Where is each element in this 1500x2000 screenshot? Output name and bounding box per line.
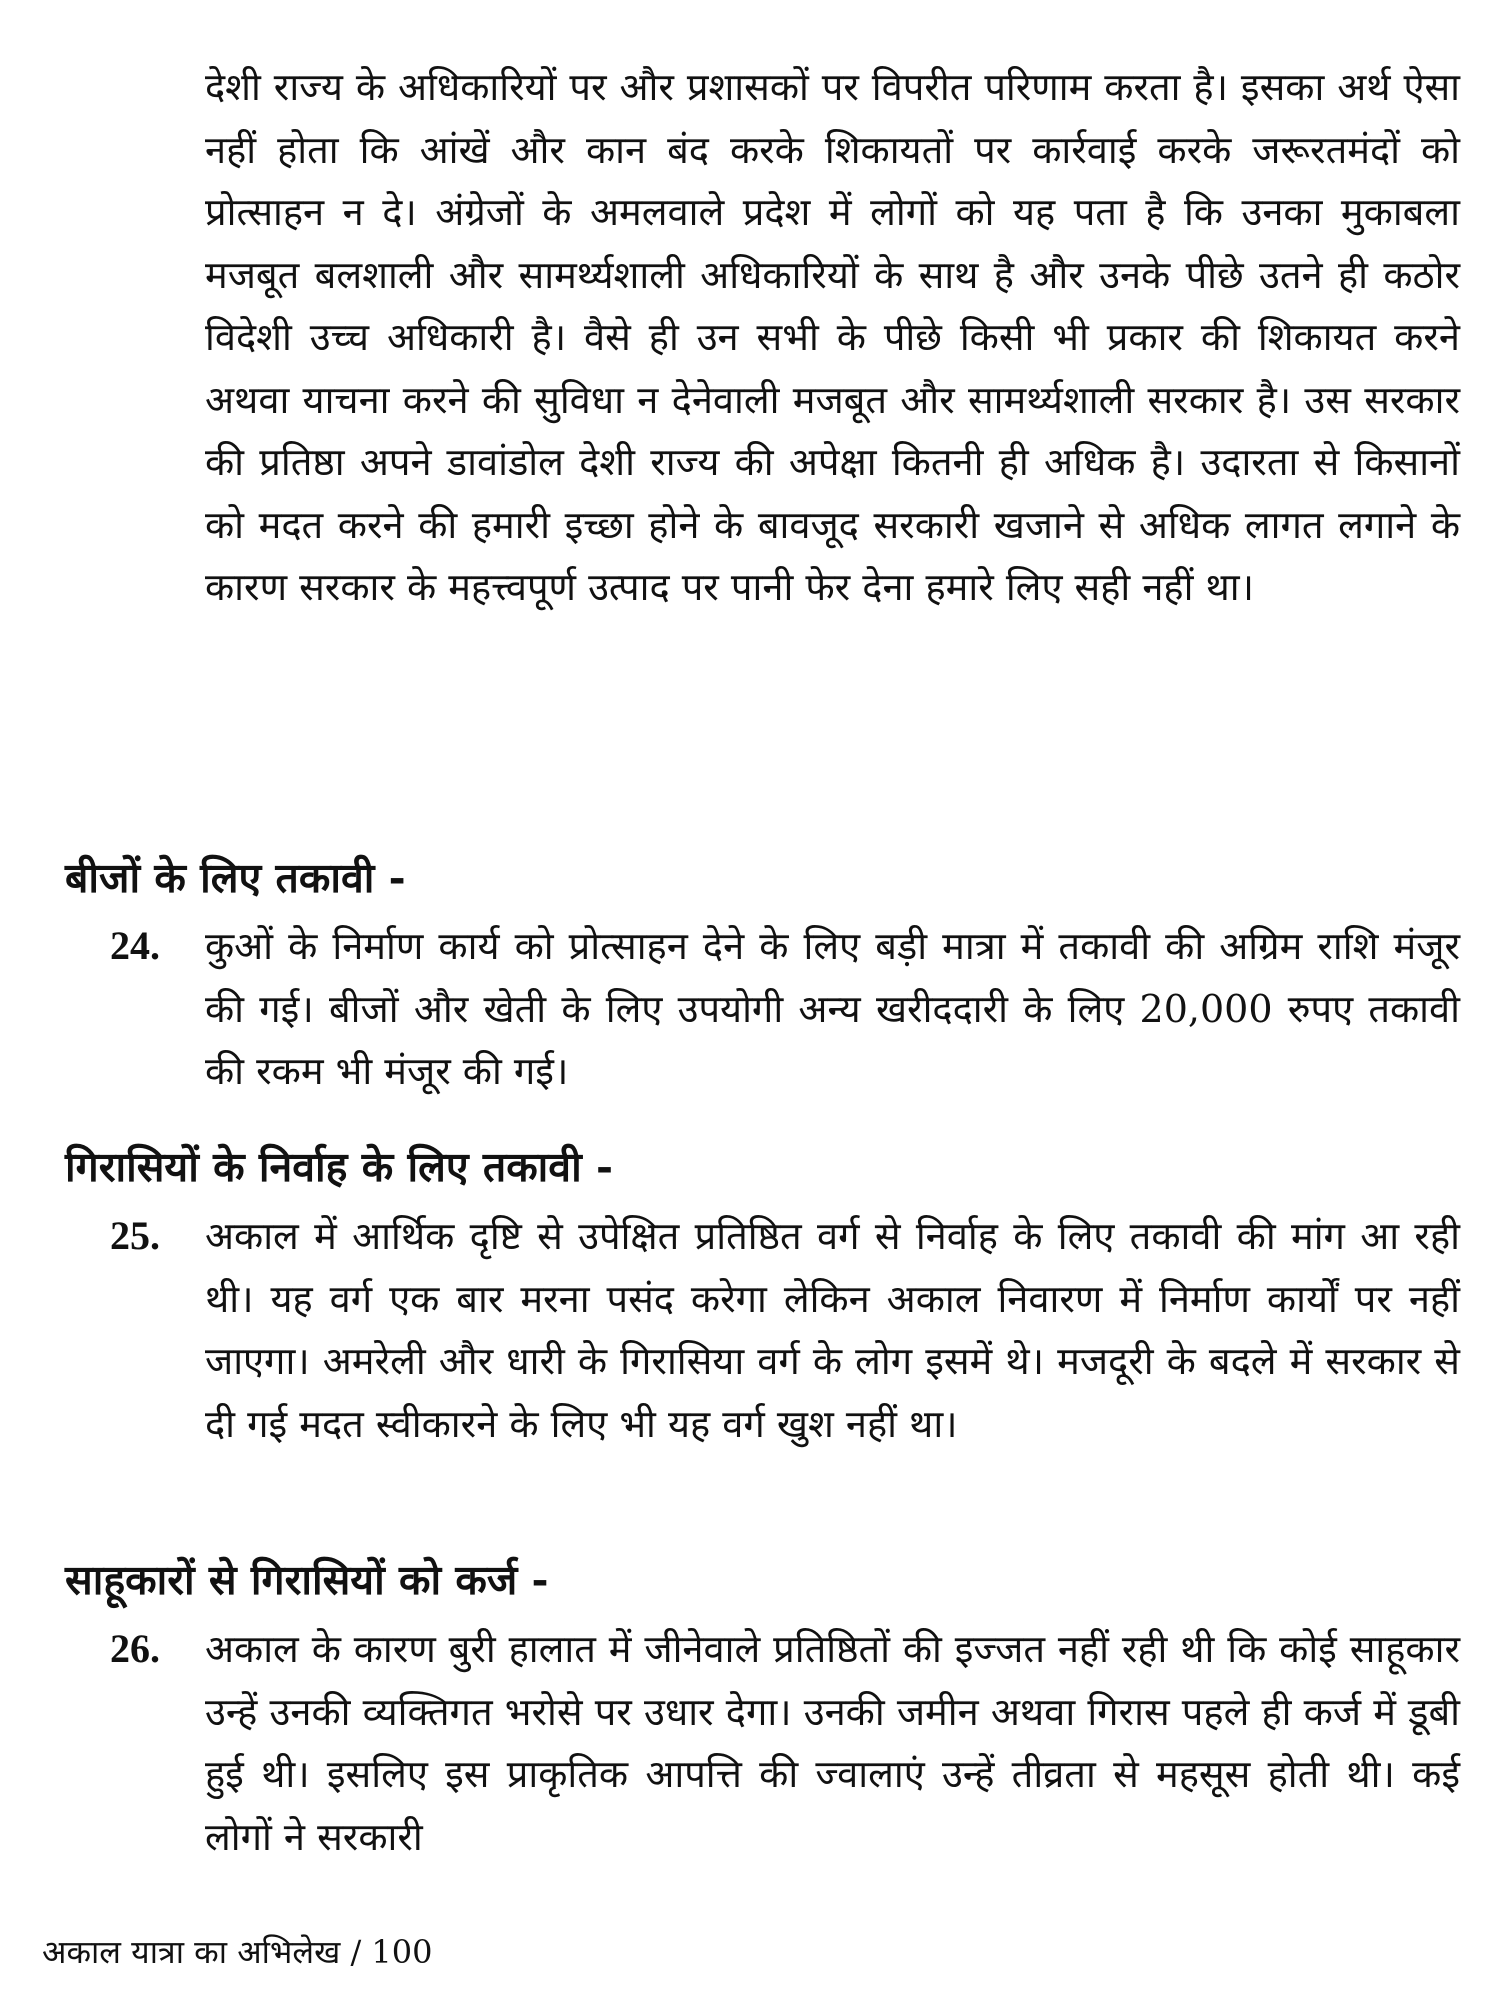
continuation-paragraph: देशी राज्य के अधिकारियों पर और प्रशासकों पर विपरीत परिणाम करता है। इसका अर्थ ऐसा नहीं होता कि आंखें और कान बंद करके शिकायतों पर कार्रवाई करके जरूरतमंदों को प्रोत्साहन न दे। अंग्रेजों के अमलवाले प्रदेश में लोगों को यह पता है कि उनका मुकाबला मजबूत बलशाली और सामर्थ्यशाली अधिकारियों के साथ है और उनके पीछे उतने ही कठोर विदेशी उच्च अधिकारी है। वैसे ही उन सभी के पीछे किसी भी प्रकार की शिकायत करने अथवा याचना करने की सुविधा न देनेवाली मजबूत और सामर्थ्यशाली सरकार है। उस सरकार की प्रतिष्ठा अपने डावांडोल देशी राज्य की अपेक्षा कितनी ही अधिक है। उदारता से किसानों को मदत करने की हमारी इच्छा होने के बावजूद सरकारी खजाने से अधिक लागत लगाने के कारण सरकार के महत्त्वपूर्ण उत्पाद पर पानी फेर देना हमारे लिए सही नहीं था।: [205, 65, 1460, 609]
paragraph-text: अकाल में आर्थिक दृष्टि से उपेक्षित प्रतिष्ठित वर्ग से निर्वाह के लिए तकावी की मांग आ रही थी। यह वर्ग एक बार मरना पसंद करेगा लेकिन अकाल निवारण में निर्माण कार्यों पर नहीं जाएगा। अमरेली और धारी के गिरासिया वर्ग के लोग इसमें थे। मजदूरी के बदले में सरकार से दी गई मदत स्वीकारने के लिए भी यह वर्ग खुश नहीं था।: [205, 1214, 1460, 1446]
section-heading-moneylender-loans: साहूकारों से गिरासियों को कर्ज -: [65, 1556, 549, 1604]
paragraph-number: 26.: [110, 1626, 160, 1671]
paragraph-text: अकाल के कारण बुरी हालात में जीनेवाले प्रतिष्ठितों की इज्जत नहीं रही थी कि कोई साहूकार उन्हें उनकी व्यक्तिगत भरोसे पर उधार देगा। उनकी जमीन अथवा गिरास पहले ही कर्ज में डूबी हुई थी। इसलिए इस प्राकृतिक आपत्ति की ज्वालाएं उन्हें तीव्रता से महसूस होती थी। कई लोगों ने सरकारी: [205, 1627, 1460, 1859]
page-footer: अकाल यात्रा का अभिलेख / 100: [42, 1933, 433, 1971]
section-heading-seeds-takavi: बीजों के लिए तकावी -: [65, 854, 406, 902]
paragraph-text: कुओं के निर्माण कार्य को प्रोत्साहन देने के लिए बड़ी मात्रा में तकावी की अग्रिम राशि मंजूर की गई। बीजों और खेती के लिए उपयोगी अन्य खरीददारी के लिए 20,000 रुपए तकावी की रकम भी मंजूर की गई।: [205, 924, 1460, 1093]
section-heading-girasiya-takavi: गिरासियों के निर्वाह के लिए तकावी -: [65, 1143, 614, 1191]
paragraph-number: 25.: [110, 1213, 160, 1258]
paragraph-number: 24.: [110, 923, 160, 968]
